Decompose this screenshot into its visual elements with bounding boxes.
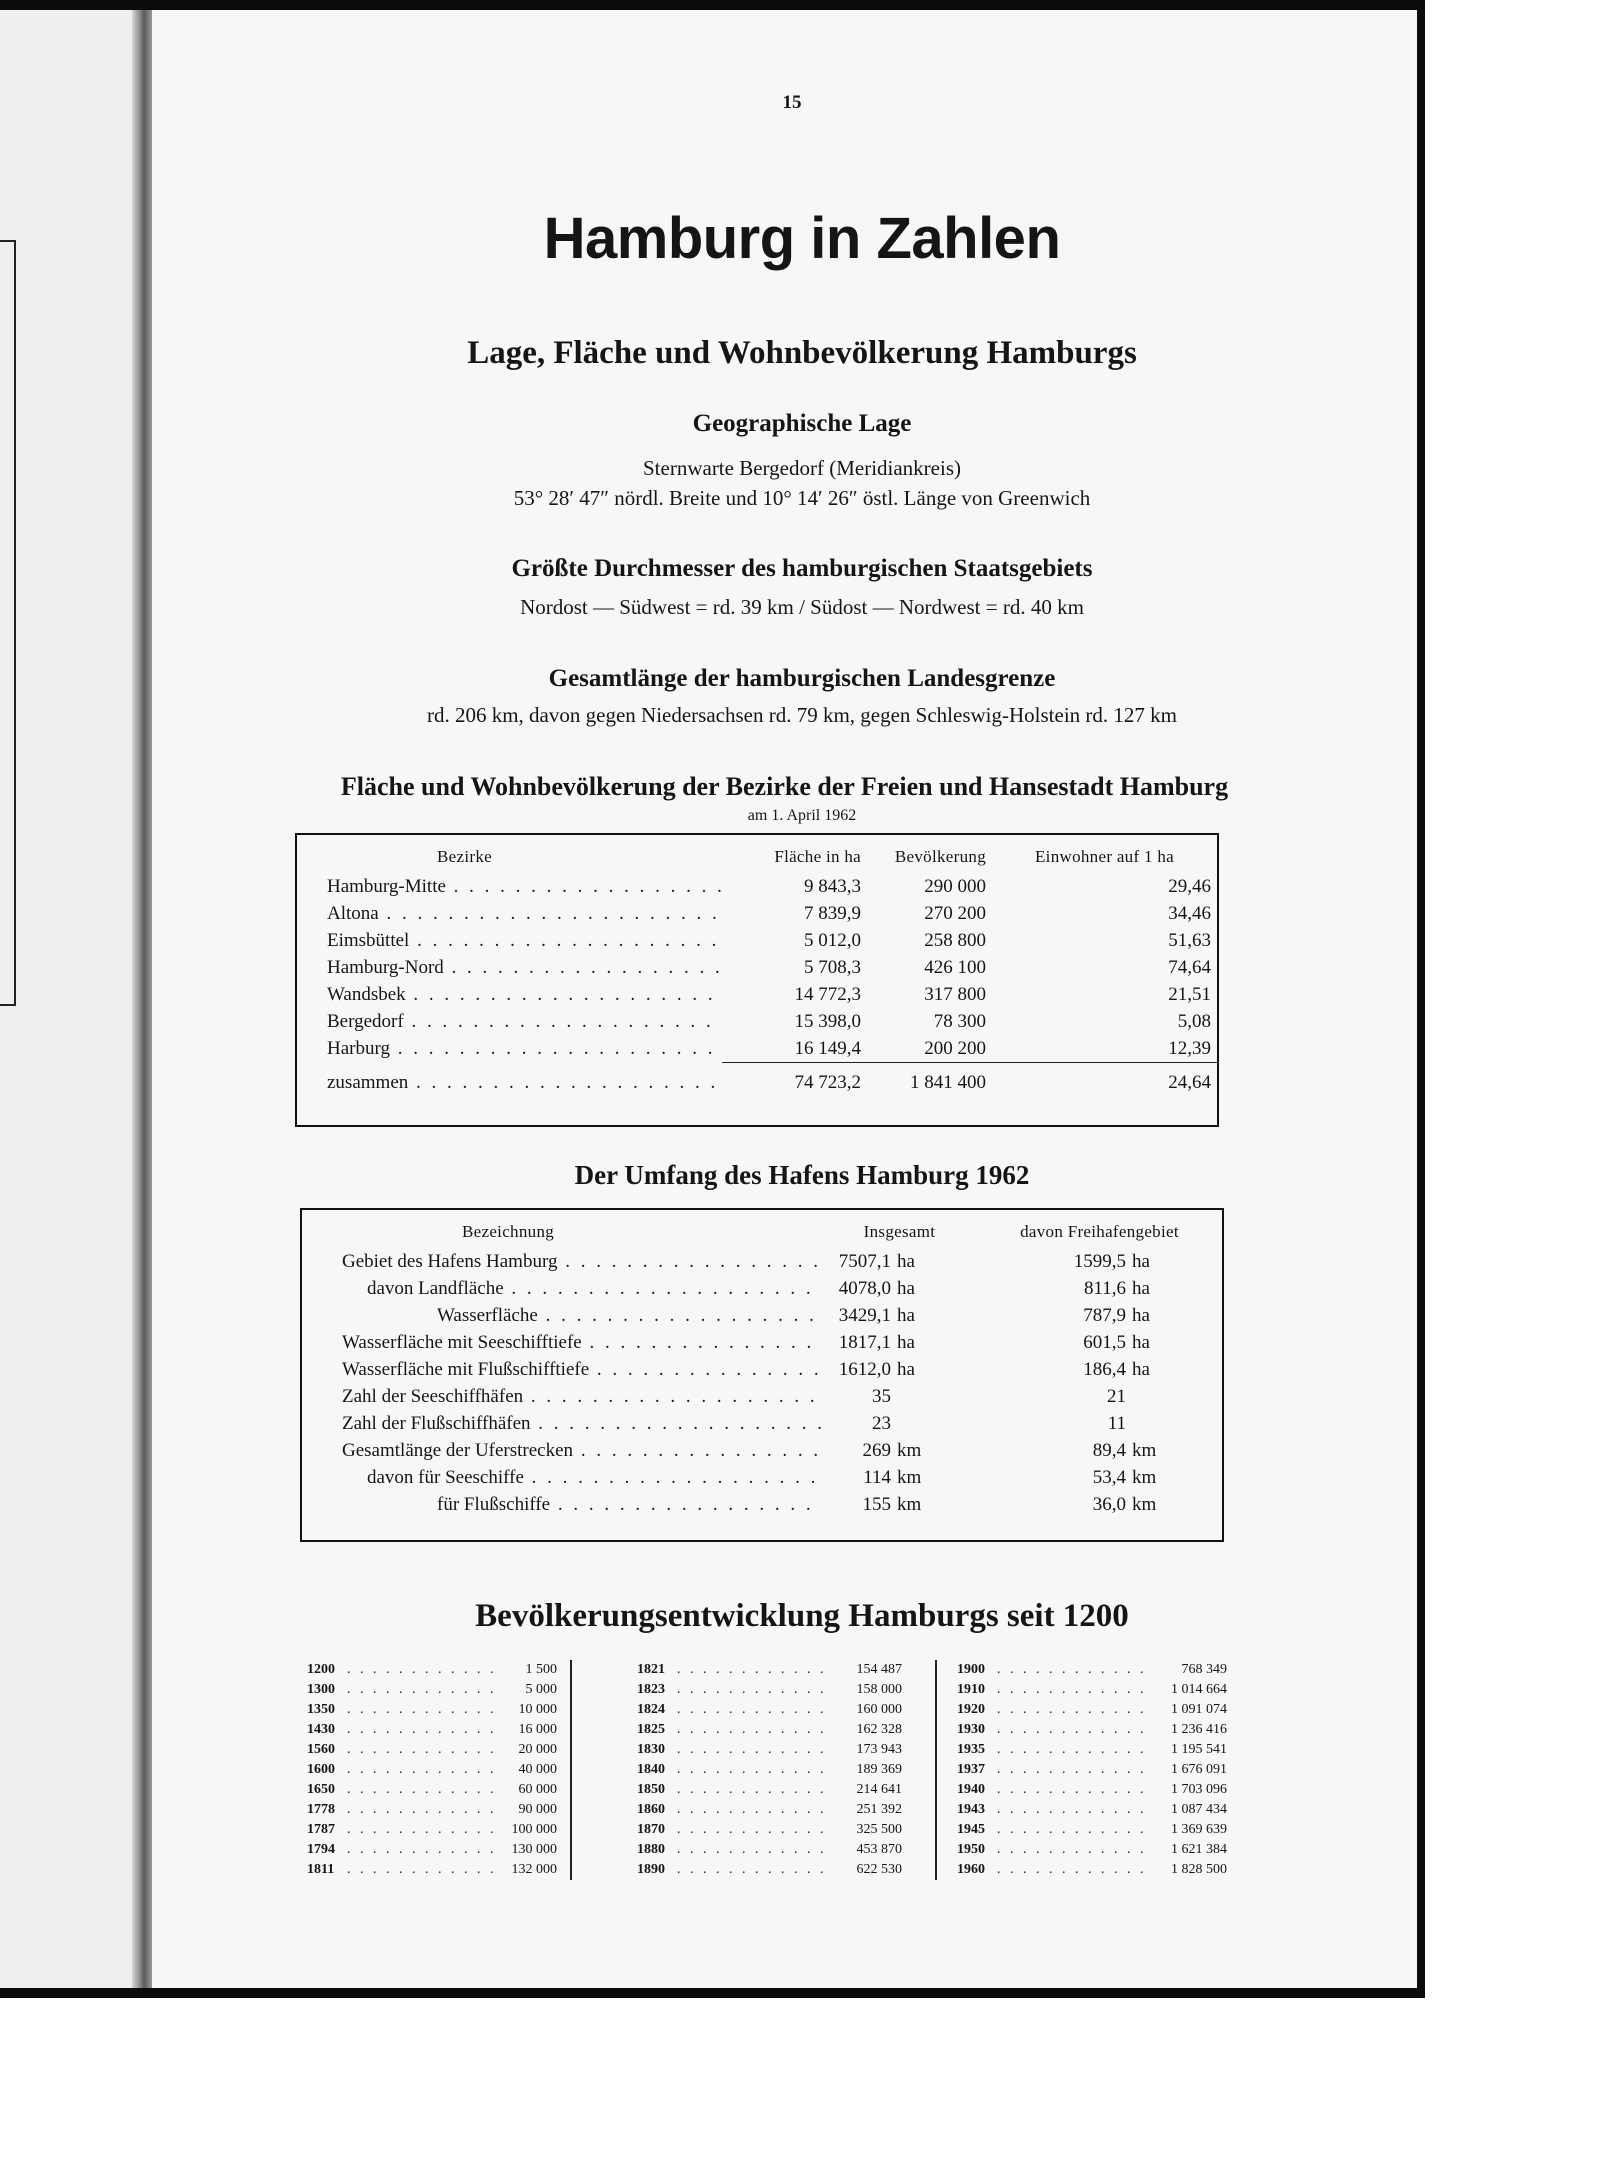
leader-dots [997, 1680, 1152, 1700]
harbour-total: 269 [862, 1439, 891, 1461]
leader-dots [677, 1720, 832, 1740]
harbour-total: 7507,1 [838, 1250, 891, 1272]
harbour-free: 36,0 [1092, 1493, 1126, 1515]
leader-dots [677, 1760, 832, 1780]
district-name: Hamburg-Mitte . . . [297, 873, 722, 900]
leader-dots [347, 1820, 502, 1840]
population-value: 1 369 639 [1171, 1822, 1227, 1837]
population-row [307, 1800, 557, 1820]
leader-dots [347, 1700, 502, 1720]
total-area: 74 723,2 [794, 1071, 861, 1093]
population-year: 1870 [637, 1822, 665, 1837]
population-year: 1880 [637, 1842, 665, 1857]
population-value: 1 087 434 [1171, 1802, 1227, 1817]
facing-page-box [0, 240, 16, 1006]
leader-dots [677, 1780, 832, 1800]
col-header-freihafen: davon Freihafengebiet [1020, 1222, 1179, 1241]
harbour-label: davon Landfläche . . . [302, 1275, 822, 1302]
district-density: 21,51 [1168, 983, 1211, 1005]
district-density: 12,39 [1168, 1037, 1211, 1059]
population-row [307, 1720, 557, 1740]
geo-heading: Geographische Lage [692, 410, 912, 437]
harbour-total: 114 [863, 1466, 891, 1488]
harbour-total: 155 [862, 1493, 891, 1515]
population-value: 10 000 [518, 1702, 557, 1717]
col-header-bezirke: Bezirke [437, 847, 492, 866]
border-heading: Gesamtlänge der hamburgischen Landesgrenze [548, 665, 1056, 692]
harbour-free: 1599,5 [1073, 1250, 1126, 1272]
table-row [302, 1329, 1222, 1356]
page-title: Hamburg in Zahlen [543, 206, 1061, 271]
population-value: 1 091 074 [1171, 1702, 1227, 1717]
district-population: 290 000 [924, 875, 986, 897]
harbour-label: für Flußschiffe . . . [302, 1491, 822, 1518]
leader-dots [347, 1680, 502, 1700]
table-row [297, 873, 1217, 900]
district-population: 200 200 [924, 1037, 986, 1059]
population-value: 5 000 [525, 1682, 557, 1697]
population-value: 162 328 [856, 1722, 902, 1737]
harbour-free-unit: ha [1132, 1358, 1150, 1380]
leader-dots [997, 1700, 1152, 1720]
population-value: 1 236 416 [1171, 1722, 1227, 1737]
population-column-1 [307, 1660, 557, 1880]
harbour-free-unit: ha [1132, 1250, 1150, 1272]
districts-table [297, 835, 1217, 1096]
district-name: Wandsbek . . . [297, 981, 722, 1008]
population-row [307, 1820, 557, 1840]
page-number: 15 [782, 92, 802, 113]
district-density: 51,63 [1168, 929, 1211, 951]
diameter-heading: Größte Durchmesser des hamburgischen Staatsgebiets [511, 555, 1093, 582]
population-value: 100 000 [511, 1822, 557, 1837]
population-year: 1824 [637, 1702, 665, 1717]
population-year: 1935 [957, 1742, 985, 1757]
table-row [302, 1491, 1222, 1518]
population-year: 1860 [637, 1802, 665, 1817]
district-population: 426 100 [924, 956, 986, 978]
population-row [957, 1700, 1227, 1720]
population-value: 16 000 [518, 1722, 557, 1737]
leader-dots [347, 1800, 502, 1820]
population-year: 1825 [637, 1722, 665, 1737]
population-value: 154 487 [856, 1662, 902, 1677]
col-header-area: Fläche in ha [774, 847, 861, 866]
population-year: 1930 [957, 1722, 985, 1737]
document-page [152, 10, 1417, 1988]
population-row [637, 1800, 902, 1820]
district-name: Eimsbüttel . . . [297, 927, 722, 954]
leader-dots [997, 1860, 1152, 1880]
population-value: 325 500 [856, 1822, 902, 1837]
table-row [302, 1437, 1222, 1464]
facing-page-edge [0, 10, 142, 1988]
section-title: Lage, Fläche und Wohnbevölkerung Hamburgs [467, 335, 1137, 371]
leader-dots [677, 1740, 832, 1760]
harbour-total-unit: ha [897, 1250, 915, 1272]
leader-dots [997, 1760, 1152, 1780]
population-value: 160 000 [856, 1702, 902, 1717]
population-column-2 [637, 1660, 902, 1880]
leader-dots [997, 1720, 1152, 1740]
population-year: 1920 [957, 1702, 985, 1717]
leader-dots [677, 1700, 832, 1720]
population-row [957, 1660, 1227, 1680]
leader-dots [347, 1860, 502, 1880]
leader-dots [347, 1780, 502, 1800]
population-year: 1830 [637, 1742, 665, 1757]
harbour-label: Gebiet des Hafens Hamburg . . . [302, 1248, 822, 1275]
harbour-total-unit [897, 1383, 977, 1410]
harbour-heading: Der Umfang des Hafens Hamburg 1962 [574, 1160, 1030, 1190]
harbour-total-unit: km [897, 1466, 922, 1488]
population-row [637, 1720, 902, 1740]
population-year: 1200 [307, 1662, 335, 1677]
district-density: 29,46 [1168, 875, 1211, 897]
harbour-label: davon für Seeschiffe . . . [302, 1464, 822, 1491]
book-gutter [132, 10, 152, 1988]
district-area: 9 843,3 [804, 875, 861, 897]
population-year: 1811 [307, 1862, 335, 1877]
leader-dots [997, 1780, 1152, 1800]
population-row [637, 1760, 902, 1780]
harbour-total-unit: ha [897, 1304, 915, 1326]
population-value: 622 530 [856, 1862, 902, 1877]
population-row [637, 1860, 902, 1880]
table-row [302, 1302, 1222, 1329]
population-year: 1950 [957, 1842, 985, 1857]
population-row [307, 1860, 557, 1880]
population-year: 1850 [637, 1782, 665, 1797]
population-value: 1 703 096 [1171, 1782, 1227, 1797]
population-value: 1 828 500 [1171, 1862, 1227, 1877]
population-row [957, 1820, 1227, 1840]
district-density: 5,08 [1177, 1010, 1211, 1032]
table-row [302, 1383, 1222, 1410]
leader-dots [997, 1660, 1152, 1680]
population-year: 1794 [307, 1842, 335, 1857]
population-value: 189 369 [856, 1762, 902, 1777]
leader-dots [677, 1820, 832, 1840]
population-row [957, 1720, 1227, 1740]
districts-table-box [295, 833, 1219, 1127]
leader-dots [677, 1660, 832, 1680]
population-year: 1600 [307, 1762, 335, 1777]
harbour-table-box [300, 1208, 1224, 1542]
districts-date: am 1. April 1962 [747, 807, 857, 824]
leader-dots [997, 1820, 1152, 1840]
district-density: 34,46 [1168, 902, 1211, 924]
col-header-insgesamt: Insgesamt [863, 1222, 936, 1241]
harbour-free: 186,4 [1083, 1358, 1126, 1380]
col-header-density: Einwohner auf 1 ha [1035, 847, 1174, 866]
population-value: 173 943 [856, 1742, 902, 1757]
population-year: 1350 [307, 1702, 335, 1717]
harbour-total: 4078,0 [838, 1277, 891, 1299]
column-divider-1 [570, 1660, 572, 1880]
harbour-free-unit: km [1132, 1439, 1157, 1461]
population-value: 1 195 541 [1171, 1742, 1227, 1757]
table-row [297, 927, 1217, 954]
leader-dots [997, 1800, 1152, 1820]
population-row [637, 1820, 902, 1840]
population-value: 40 000 [518, 1762, 557, 1777]
population-value: 130 000 [511, 1842, 557, 1857]
table-row [297, 1035, 1217, 1063]
population-year: 1821 [637, 1662, 665, 1677]
population-row [957, 1680, 1227, 1700]
district-name: Hamburg-Nord . . . [297, 954, 722, 981]
population-row [957, 1780, 1227, 1800]
harbour-total-unit: ha [897, 1331, 915, 1353]
population-year: 1300 [307, 1682, 335, 1697]
population-value: 1 014 664 [1171, 1682, 1227, 1697]
population-value: 453 870 [856, 1842, 902, 1857]
total-row [297, 1069, 1217, 1096]
harbour-total: 3429,1 [838, 1304, 891, 1326]
population-row [637, 1780, 902, 1800]
harbour-free: 21 [1107, 1385, 1126, 1407]
harbour-label: Wasserfläche mit Flußschifftiefe . . . [302, 1356, 822, 1383]
population-year: 1778 [307, 1802, 335, 1817]
harbour-free-unit [1132, 1383, 1222, 1410]
population-value: 1 676 091 [1171, 1762, 1227, 1777]
harbour-free-unit: ha [1132, 1304, 1150, 1326]
population-year: 1943 [957, 1802, 985, 1817]
table-row [297, 1008, 1217, 1035]
harbour-total: 1817,1 [838, 1331, 891, 1353]
population-year: 1937 [957, 1762, 985, 1777]
harbour-label: Gesamtlänge der Uferstrecken . . . [302, 1437, 822, 1464]
population-year: 1787 [307, 1822, 335, 1837]
population-year: 1890 [637, 1862, 665, 1877]
harbour-label: Zahl der Seeschiffhäfen . . . [302, 1383, 822, 1410]
district-area: 14 772,3 [794, 983, 861, 1005]
leader-dots [347, 1740, 502, 1760]
harbour-free-unit: km [1132, 1466, 1157, 1488]
harbour-free-unit: ha [1132, 1277, 1150, 1299]
population-value: 90 000 [518, 1802, 557, 1817]
population-year: 1823 [637, 1682, 665, 1697]
population-value: 1 500 [525, 1662, 557, 1677]
population-year: 1960 [957, 1862, 985, 1877]
district-population: 258 800 [924, 929, 986, 951]
harbour-label: Zahl der Flußschiffhäfen . . . [302, 1410, 822, 1437]
harbour-free-unit: ha [1132, 1331, 1150, 1353]
harbour-total-unit [897, 1410, 977, 1437]
leader-dots [347, 1760, 502, 1780]
population-column-3 [957, 1660, 1227, 1880]
total-label: zusammen . . . [297, 1069, 722, 1096]
population-year: 1560 [307, 1742, 335, 1757]
harbour-free-unit [1132, 1410, 1222, 1437]
population-row [307, 1740, 557, 1760]
population-row [307, 1760, 557, 1780]
harbour-label: Wasserfläche mit Seeschifftiefe . . . [302, 1329, 822, 1356]
geo-line-2: 53° 28′ 47″ nördl. Breite und 10° 14′ 26″ östl. Länge von Greenwich [513, 486, 1091, 510]
border-line: rd. 206 km, davon gegen Niedersachsen rd. 79 km, gegen Schleswig-Holstein rd. 127 km [426, 703, 1177, 727]
population-value: 132 000 [511, 1862, 557, 1877]
population-row [307, 1660, 557, 1680]
harbour-total: 23 [872, 1412, 891, 1434]
district-name: Bergedorf . . . [297, 1008, 722, 1035]
population-row [637, 1700, 902, 1720]
population-heading: Bevölkerungsentwicklung Hamburgs seit 1200 [475, 1598, 1129, 1634]
population-year: 1910 [957, 1682, 985, 1697]
leader-dots [347, 1660, 502, 1680]
total-population: 1 841 400 [910, 1071, 986, 1093]
table-row [302, 1356, 1222, 1383]
col-header-population: Bevölkerung [894, 847, 986, 866]
district-area: 15 398,0 [794, 1010, 861, 1032]
population-row [957, 1860, 1227, 1880]
population-row [637, 1840, 902, 1860]
column-divider-2 [935, 1660, 937, 1880]
col-header-bezeichnung: Bezeichnung [462, 1222, 555, 1241]
population-value: 158 000 [856, 1682, 902, 1697]
population-value: 1 621 384 [1171, 1842, 1227, 1857]
harbour-free: 53,4 [1092, 1466, 1126, 1488]
population-year: 1900 [957, 1662, 985, 1677]
leader-dots [677, 1860, 832, 1880]
district-name: Harburg . . . [297, 1035, 722, 1063]
population-row [637, 1740, 902, 1760]
harbour-label: Wasserfläche . . . [302, 1302, 822, 1329]
population-row [307, 1780, 557, 1800]
district-area: 16 149,4 [794, 1037, 861, 1059]
population-row [637, 1660, 902, 1680]
population-row [307, 1840, 557, 1860]
harbour-total-unit: ha [897, 1358, 915, 1380]
harbour-total: 35 [872, 1385, 891, 1407]
harbour-free: 11 [1107, 1412, 1126, 1434]
harbour-free: 787,9 [1083, 1304, 1126, 1326]
district-population: 317 800 [924, 983, 986, 1005]
harbour-total: 1612,0 [838, 1358, 891, 1380]
harbour-total-unit: km [897, 1439, 922, 1461]
districts-heading: Fläche und Wohnbevölkerung der Bezirke der Freien und Hansestadt Hamburg [340, 772, 1229, 801]
table-row [302, 1275, 1222, 1302]
population-row [307, 1700, 557, 1720]
population-value: 768 349 [1181, 1662, 1227, 1677]
table-row [297, 981, 1217, 1008]
population-value: 20 000 [518, 1742, 557, 1757]
harbour-free: 89,4 [1092, 1439, 1126, 1461]
harbour-free: 601,5 [1083, 1331, 1126, 1353]
leader-dots [677, 1800, 832, 1820]
district-area: 5 708,3 [804, 956, 861, 978]
harbour-free: 811,6 [1083, 1277, 1126, 1299]
population-year: 1940 [957, 1782, 985, 1797]
table-row [302, 1410, 1222, 1437]
population-value: 60 000 [518, 1782, 557, 1797]
leader-dots [347, 1720, 502, 1740]
district-population: 78 300 [933, 1010, 986, 1032]
table-row [297, 900, 1217, 927]
harbour-total-unit: ha [897, 1277, 915, 1299]
leader-dots [997, 1740, 1152, 1760]
leader-dots [677, 1840, 832, 1860]
population-row [637, 1680, 902, 1700]
population-row [957, 1800, 1227, 1820]
harbour-table [302, 1210, 1222, 1518]
population-year: 1840 [637, 1762, 665, 1777]
total-density: 24,64 [1168, 1071, 1211, 1093]
district-population: 270 200 [924, 902, 986, 924]
population-value: 251 392 [856, 1802, 902, 1817]
leader-dots [677, 1680, 832, 1700]
district-area: 7 839,9 [804, 902, 861, 924]
geo-line-1: Sternwarte Bergedorf (Meridiankreis) [643, 456, 961, 480]
diameter-line: Nordost — Südwest = rd. 39 km / Südost — Nordwest = rd. 40 km [520, 595, 1084, 619]
population-row [957, 1840, 1227, 1860]
population-year: 1430 [307, 1722, 335, 1737]
population-year: 1650 [307, 1782, 335, 1797]
harbour-total-unit: km [897, 1493, 922, 1515]
population-value: 214 641 [856, 1782, 902, 1797]
table-row [302, 1464, 1222, 1491]
population-row [957, 1760, 1227, 1780]
district-density: 74,64 [1168, 956, 1211, 978]
leader-dots [997, 1840, 1152, 1860]
harbour-free-unit: km [1132, 1493, 1157, 1515]
table-row [302, 1248, 1222, 1275]
population-year: 1945 [957, 1822, 985, 1837]
table-row [297, 954, 1217, 981]
leader-dots [347, 1840, 502, 1860]
district-name: Altona . . . [297, 900, 722, 927]
population-row [957, 1740, 1227, 1760]
population-row [307, 1680, 557, 1700]
district-area: 5 012,0 [804, 929, 861, 951]
